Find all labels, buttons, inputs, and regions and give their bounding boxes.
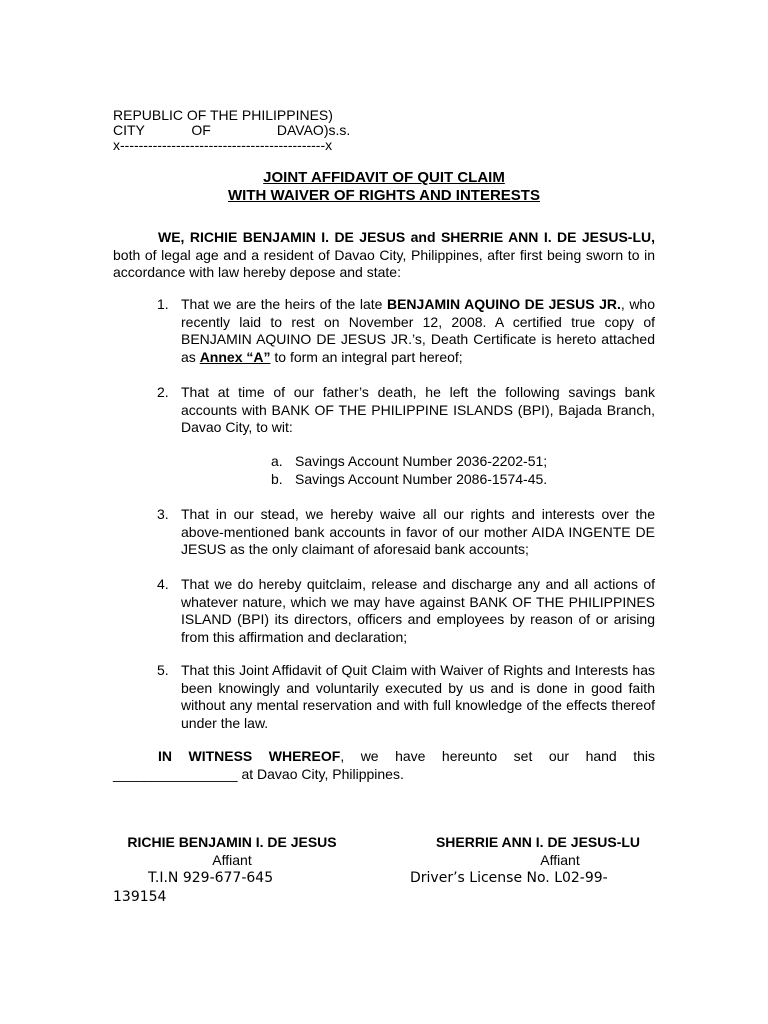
clause-number: 4. bbox=[157, 576, 169, 592]
clause-body: That we do hereby quitclaim, release and discharge any and all actions of whatever nature, which we may have against BANK OF THE PHILIPPINES ISLAND (BPI) its directors, officers and employees by reason of or arising from this affirmation and declaration; bbox=[181, 576, 655, 645]
signatory-tin-left: T.I.N 929-677-645 bbox=[148, 870, 274, 886]
account-text: Savings Account Number 2036-2202-51; bbox=[295, 453, 548, 469]
clause-number: 5. bbox=[157, 662, 169, 678]
signatory-license-right-continued: 139154 bbox=[113, 889, 167, 905]
clause-3 bbox=[157, 506, 655, 559]
witness-paragraph bbox=[113, 748, 655, 783]
signatory-role-left: Affiant bbox=[212, 852, 252, 868]
clause-text: , who recently laid to rest on November 12, 2008. A certified true copy of BENJAMIN AQUINO DE JESUS JR.’s, Death Certificate is hereto attached as bbox=[181, 296, 656, 365]
document-title-line-1: JOINT AFFIDAVIT OF QUIT CLAIM bbox=[263, 169, 505, 186]
signatory-role-right: Affiant bbox=[540, 852, 580, 868]
clause-body bbox=[181, 296, 655, 366]
clause-4 bbox=[157, 576, 655, 646]
caption-divider: x--------------------------------------------x bbox=[113, 137, 333, 153]
decedent-name: BENJAMIN AQUINO DE JESUS JR. bbox=[386, 296, 621, 312]
clause-2 bbox=[157, 384, 655, 437]
account-item-a bbox=[271, 453, 655, 471]
affiant-names: WE, RICHIE BENJAMIN I. DE JESUS and SHERRIE ANN I. DE JESUS-LU, bbox=[158, 229, 655, 245]
intro-text: both of legal age and a resident of Davao City, Philippines, after first being sworn to in accordance with law hereby depose and state: bbox=[113, 246, 655, 280]
witness-text: , we have hereunto set our hand this ________________ at Davao City, Philippines. bbox=[113, 748, 655, 782]
witness-heading: IN WITNESS WHEREOF bbox=[158, 748, 341, 764]
account-item-b bbox=[271, 471, 655, 489]
clause-5 bbox=[157, 662, 655, 732]
venue-caption bbox=[113, 108, 413, 153]
signatory-name-left: RICHIE BENJAMIN I. DE JESUS bbox=[127, 834, 337, 850]
intro-paragraph bbox=[113, 229, 655, 282]
caption-republic: REPUBLIC OF THE PHILIPPINES) bbox=[113, 107, 333, 123]
clause-text: to form an integral part hereof; bbox=[270, 348, 463, 365]
clause-number: 1. bbox=[157, 296, 169, 312]
clause-body: That at time of our father’s death, he left the following savings bank accounts with BANK OF THE PHILIPPINE ISLANDS (BPI), Bajada Branch, Davao City, to wit: bbox=[181, 384, 655, 435]
caption-city: CITY OF DAVAO)s.s. bbox=[113, 122, 351, 138]
clause-text: That we are the heirs of the late bbox=[181, 296, 387, 312]
clause-number: 3. bbox=[157, 506, 169, 522]
clause-number: 2. bbox=[157, 384, 169, 400]
account-letter: a. bbox=[271, 453, 283, 469]
clause-body: That in our stead, we hereby waive all our rights and interests over the above-mentioned bank accounts in favor of our mother AIDA INGENTE DE JESUS as the only claimant of aforesaid bank accounts; bbox=[181, 506, 655, 557]
signatory-license-right: Driver’s License No. L02-99- bbox=[410, 870, 608, 886]
signatory-name-right: SHERRIE ANN I. DE JESUS-LU bbox=[435, 834, 641, 850]
account-letter: b. bbox=[271, 471, 283, 487]
account-text: Savings Account Number 2086-1574-45. bbox=[295, 471, 548, 487]
clause-body: That this Joint Affidavit of Quit Claim with Waiver of Rights and Interests has been knowingly and voluntarily executed by us and is done in good faith without any mental reservation and with full knowledge of the effects thereof under the law. bbox=[181, 662, 655, 731]
clause-1 bbox=[157, 296, 655, 366]
document-title-line-2: WITH WAIVER OF RIGHTS AND INTERESTS bbox=[228, 187, 540, 204]
annex-reference: Annex “A” bbox=[199, 348, 271, 365]
